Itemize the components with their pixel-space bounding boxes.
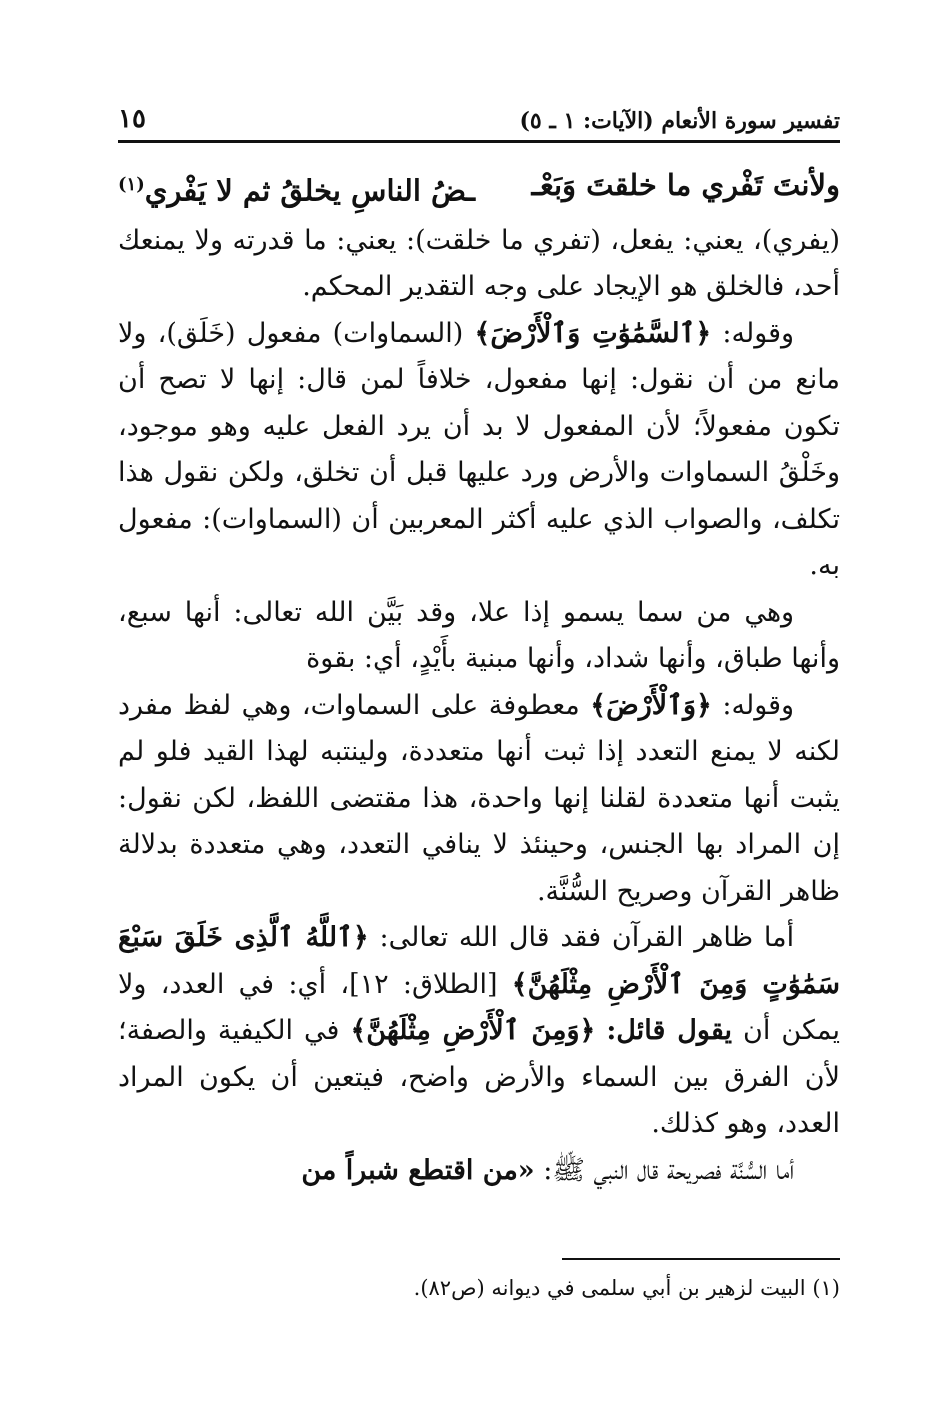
quran-quote: ﴿وَٱلْأَرْضَ﴾: [590, 689, 712, 721]
paragraphs: [118, 218, 840, 1195]
text-run: وقوله:: [711, 689, 795, 721]
page-number: ١٥: [118, 104, 146, 134]
bold-text: يقول قائل:: [606, 1015, 732, 1047]
body-text: [118, 158, 840, 1194]
verse-second-hemistich: ـضُ الناسِ يخلقُ ثم لا يَفْري$^{(١)}$: [118, 173, 476, 208]
text-run: [الطلاق: ١٢]، أي: في العدد، ولا يمكن أن: [118, 968, 840, 1047]
verse-first-hemistich: ولأنتَ تَفْري ما خلقتَ وَبَعْـ: [531, 168, 840, 202]
text-run: أما السُّنَّة فصريحة قال النبي ﷺ:: [534, 1154, 795, 1186]
text-run: (يفري)، يعني: يفعل، (تفري ما خلقت): يعني: ما قدرته ولا يمنعك أحد، فالخلق هو الإيجاد على وجه التقدير المحكم.: [118, 224, 840, 303]
text-run: وقوله:: [711, 317, 795, 349]
text-run: معطوفة على السماوات، وهي لفظ مفرد لكنه لا يمنع التعدد إذا ثبت أنها متعددة، ولينتبه لهذا القيد فلو لم يثبت أنها متعددة لقلنا إنها واحدة، هذا مقتضى اللفظ، لكن نقول: إن المراد بها الجنس، وحينئذ لا ينافي التعدد، وهي متعددة بدلالة ظاهر القرآن وصريح السُّنَّة.: [118, 689, 840, 907]
text-run: أما ظاهر القرآن فقد قال الله تعالى:: [368, 922, 795, 954]
text-run: وهي من سما يسمو إذا علا، وقد بَيَّن الله تعالى: أنها سبع، وأنها طباق، وأنها شداد، وأنها مبنية بأَيْدٍ، أي: بقوة: [118, 596, 840, 675]
footnote: (١) البيت لزهير بن أبي سلمى في ديوانه (ص٨٢).: [413, 1276, 840, 1300]
paragraph: [118, 915, 840, 1148]
paragraph: [118, 311, 840, 590]
footnote-marker: (١): [118, 174, 145, 195]
quran-quote: ﴿ٱللَّهُ ٱلَّذِى خَلَقَ سَبْعَ سَمَٰوَٰتٍ وَمِنَ ٱلْأَرْضِ مِثْلَهُنَّ﴾: [118, 922, 840, 1000]
text-run: (السماوات) مفعول (خَلَق)، ولا مانع من أن نقول: إنها مفعول، خلافاً لمن قال: إنها لا تصح أن تكون مفعولاً؛ لأن المفعول لا بد أن يرد الفعل عليه وهو موجود، وخَلْقُ السماوات والأرض ورد عليها قبل أن تخلق، ولكن نقول هذا تكلف، والصواب الذي عليه أكثر المعربين أن (السماوات): مفعول به.: [118, 317, 840, 582]
quran-quote: ﴿ٱلسَّمَٰوَٰتِ وَٱلْأَرْضَ﴾: [474, 317, 712, 349]
text-run: [595, 1015, 606, 1046]
footnote-divider: [562, 1258, 840, 1260]
text-run: في الكيفية والصفة؛ لأن الفرق بين السماء والأرض واضح، فيتعين أن يكون المراد العدد، وهو كذلك.: [118, 1015, 840, 1140]
paragraph: [118, 218, 840, 311]
running-header: [118, 86, 840, 143]
paragraph: [118, 683, 840, 916]
bold-text: «من اقتطع شبراً من: [301, 1154, 535, 1186]
paragraph: [118, 1148, 840, 1195]
poetry-verse: [118, 158, 840, 218]
paragraph: [118, 590, 840, 683]
quran-quote: ﴿وَمِنَ ٱلْأَرْضِ مِثْلَهُنَّ﴾: [350, 1015, 596, 1047]
running-title: تفسير سورة الأنعام (الآيات: ١ ـ ٥): [519, 108, 840, 134]
